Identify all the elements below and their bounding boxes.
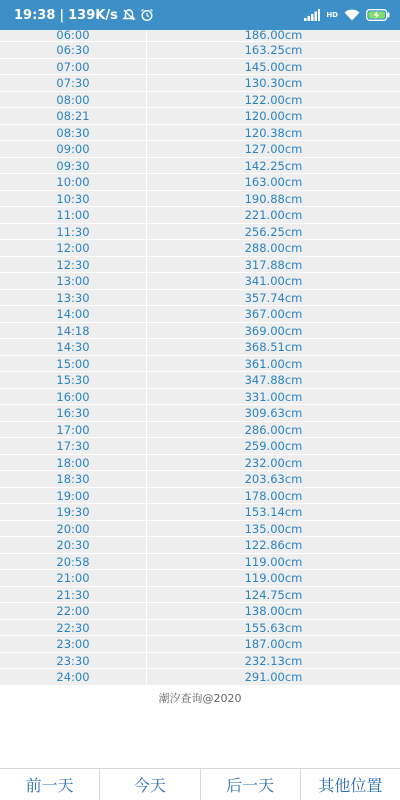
status-right bbox=[304, 9, 390, 21]
table-row bbox=[0, 603, 400, 620]
copyright-text: 潮汐查询@2020 bbox=[158, 692, 242, 705]
tide-height-cell: 138.00cm bbox=[147, 603, 400, 619]
tide-height-cell: 120.00cm bbox=[147, 108, 400, 124]
tide-height-cell: 288.00cm bbox=[147, 240, 400, 256]
tide-time-cell: 10:30 bbox=[0, 191, 146, 207]
tide-height-cell: 186.00cm bbox=[147, 30, 400, 41]
tide-time-cell: 14:30 bbox=[0, 339, 146, 355]
table-row bbox=[0, 636, 400, 653]
table-row bbox=[0, 108, 400, 125]
table-row bbox=[0, 438, 400, 455]
table-row bbox=[0, 323, 400, 340]
tide-time-cell: 13:30 bbox=[0, 290, 146, 306]
tide-height-cell: 256.25cm bbox=[147, 224, 400, 240]
today-button[interactable]: 今天 bbox=[100, 769, 200, 800]
tide-time-cell: 17:00 bbox=[0, 422, 146, 438]
table-row bbox=[0, 405, 400, 422]
table-row bbox=[0, 471, 400, 488]
tide-time-cell: 15:30 bbox=[0, 372, 146, 388]
bottom-nav bbox=[0, 768, 400, 800]
battery-charging-icon bbox=[366, 9, 390, 21]
tide-height-cell: 361.00cm bbox=[147, 356, 400, 372]
table-row bbox=[0, 554, 400, 571]
tide-height-cell: 135.00cm bbox=[147, 521, 400, 537]
tide-height-cell: 119.00cm bbox=[147, 570, 400, 586]
tide-time-cell: 16:00 bbox=[0, 389, 146, 405]
table-row bbox=[0, 75, 400, 92]
table-row bbox=[0, 191, 400, 208]
tide-time-cell: 21:30 bbox=[0, 587, 146, 603]
table-row bbox=[0, 257, 400, 274]
table-row bbox=[0, 92, 400, 109]
mute-alarm-icon bbox=[122, 8, 136, 22]
tide-height-cell: 232.00cm bbox=[147, 455, 400, 471]
tide-height-cell: 187.00cm bbox=[147, 636, 400, 652]
table-row bbox=[0, 339, 400, 356]
tide-time-cell: 08:30 bbox=[0, 125, 146, 141]
tide-time-cell: 15:00 bbox=[0, 356, 146, 372]
table-row bbox=[0, 587, 400, 604]
tide-height-cell: 122.86cm bbox=[147, 537, 400, 553]
status-bar bbox=[0, 0, 400, 30]
tide-height-cell: 291.00cm bbox=[147, 669, 400, 685]
tide-time-cell: 18:30 bbox=[0, 471, 146, 487]
tide-time-cell: 19:30 bbox=[0, 504, 146, 520]
tide-time-cell: 24:00 bbox=[0, 669, 146, 685]
table-row bbox=[0, 306, 400, 323]
tide-time-cell: 12:00 bbox=[0, 240, 146, 256]
tide-height-cell: 178.00cm bbox=[147, 488, 400, 504]
table-row bbox=[0, 455, 400, 472]
tide-height-cell: 190.88cm bbox=[147, 191, 400, 207]
tide-time-cell: 07:00 bbox=[0, 59, 146, 75]
table-row bbox=[0, 570, 400, 587]
table-row bbox=[0, 42, 400, 59]
tide-time-cell: 20:30 bbox=[0, 537, 146, 553]
table-row bbox=[0, 620, 400, 637]
tide-height-cell: 367.00cm bbox=[147, 306, 400, 322]
tide-time-cell: 09:00 bbox=[0, 141, 146, 157]
tide-time-cell: 06:00 bbox=[0, 30, 146, 41]
tide-height-cell: 203.63cm bbox=[147, 471, 400, 487]
hd-icon: HD bbox=[326, 11, 338, 19]
table-row bbox=[0, 174, 400, 191]
tide-table bbox=[0, 30, 400, 686]
tide-time-cell: 19:00 bbox=[0, 488, 146, 504]
tide-time-cell: 17:30 bbox=[0, 438, 146, 454]
tide-height-cell: 122.00cm bbox=[147, 92, 400, 108]
next-day-button[interactable]: 后一天 bbox=[201, 769, 301, 800]
tide-time-cell: 13:00 bbox=[0, 273, 146, 289]
tide-time-cell: 08:21 bbox=[0, 108, 146, 124]
tide-time-cell: 14:18 bbox=[0, 323, 146, 339]
wifi-icon bbox=[344, 9, 360, 21]
tide-height-cell: 119.00cm bbox=[147, 554, 400, 570]
tide-time-cell: 11:30 bbox=[0, 224, 146, 240]
tide-height-cell: 124.75cm bbox=[147, 587, 400, 603]
tide-time-cell: 09:30 bbox=[0, 158, 146, 174]
tide-time-cell: 06:30 bbox=[0, 42, 146, 58]
tide-time-cell: 22:00 bbox=[0, 603, 146, 619]
tide-time-cell: 18:00 bbox=[0, 455, 146, 471]
signal-icon bbox=[304, 9, 320, 21]
other-location-button[interactable]: 其他位置 bbox=[301, 769, 400, 800]
tide-height-cell: 145.00cm bbox=[147, 59, 400, 75]
table-row bbox=[0, 422, 400, 439]
tide-height-cell: 155.63cm bbox=[147, 620, 400, 636]
tide-height-cell: 163.00cm bbox=[147, 174, 400, 190]
table-row bbox=[0, 488, 400, 505]
table-row bbox=[0, 521, 400, 538]
tide-height-cell: 142.25cm bbox=[147, 158, 400, 174]
tide-height-cell: 331.00cm bbox=[147, 389, 400, 405]
tide-height-cell: 127.00cm bbox=[147, 141, 400, 157]
tide-height-cell: 341.00cm bbox=[147, 273, 400, 289]
status-left bbox=[14, 8, 154, 23]
tide-height-cell: 357.74cm bbox=[147, 290, 400, 306]
tide-height-cell: 347.88cm bbox=[147, 372, 400, 388]
network-speed: 139K/s bbox=[68, 7, 118, 23]
table-row bbox=[0, 158, 400, 175]
tide-time-cell: 16:30 bbox=[0, 405, 146, 421]
tide-height-cell: 369.00cm bbox=[147, 323, 400, 339]
table-row bbox=[0, 59, 400, 76]
tide-height-cell: 221.00cm bbox=[147, 207, 400, 223]
tide-time-cell: 20:00 bbox=[0, 521, 146, 537]
tide-height-cell: 368.51cm bbox=[147, 339, 400, 355]
tide-time-cell: 12:30 bbox=[0, 257, 146, 273]
tide-height-cell: 120.38cm bbox=[147, 125, 400, 141]
alarm-icon bbox=[140, 8, 154, 22]
table-row bbox=[0, 669, 400, 686]
table-row bbox=[0, 504, 400, 521]
table-row bbox=[0, 356, 400, 373]
tide-height-cell: 309.63cm bbox=[147, 405, 400, 421]
tide-time-cell: 20:58 bbox=[0, 554, 146, 570]
table-row bbox=[0, 372, 400, 389]
tide-height-cell: 317.88cm bbox=[147, 257, 400, 273]
tide-height-cell: 153.14cm bbox=[147, 504, 400, 520]
table-row bbox=[0, 389, 400, 406]
status-divider: | bbox=[59, 7, 65, 23]
table-row bbox=[0, 224, 400, 241]
table-row bbox=[0, 537, 400, 554]
tide-time-cell: 08:00 bbox=[0, 92, 146, 108]
table-row bbox=[0, 125, 400, 142]
tide-time-cell: 21:00 bbox=[0, 570, 146, 586]
tide-time-cell: 11:00 bbox=[0, 207, 146, 223]
status-time: 19:38 bbox=[14, 7, 56, 23]
table-row bbox=[0, 653, 400, 670]
table-row bbox=[0, 290, 400, 307]
tide-time-cell: 14:00 bbox=[0, 306, 146, 322]
table-row bbox=[0, 30, 400, 42]
tide-time-cell: 23:30 bbox=[0, 653, 146, 669]
tide-time-cell: 07:30 bbox=[0, 75, 146, 91]
tide-time-cell: 23:00 bbox=[0, 636, 146, 652]
tide-height-cell: 232.13cm bbox=[147, 653, 400, 669]
tide-height-cell: 259.00cm bbox=[147, 438, 400, 454]
tide-time-cell: 10:00 bbox=[0, 174, 146, 190]
prev-day-button[interactable]: 前一天 bbox=[0, 769, 100, 800]
tide-time-cell: 22:30 bbox=[0, 620, 146, 636]
tide-height-cell: 130.30cm bbox=[147, 75, 400, 91]
table-row bbox=[0, 273, 400, 290]
table-row bbox=[0, 240, 400, 257]
table-row bbox=[0, 141, 400, 158]
tide-height-cell: 286.00cm bbox=[147, 422, 400, 438]
table-row bbox=[0, 207, 400, 224]
tide-height-cell: 163.25cm bbox=[147, 42, 400, 58]
